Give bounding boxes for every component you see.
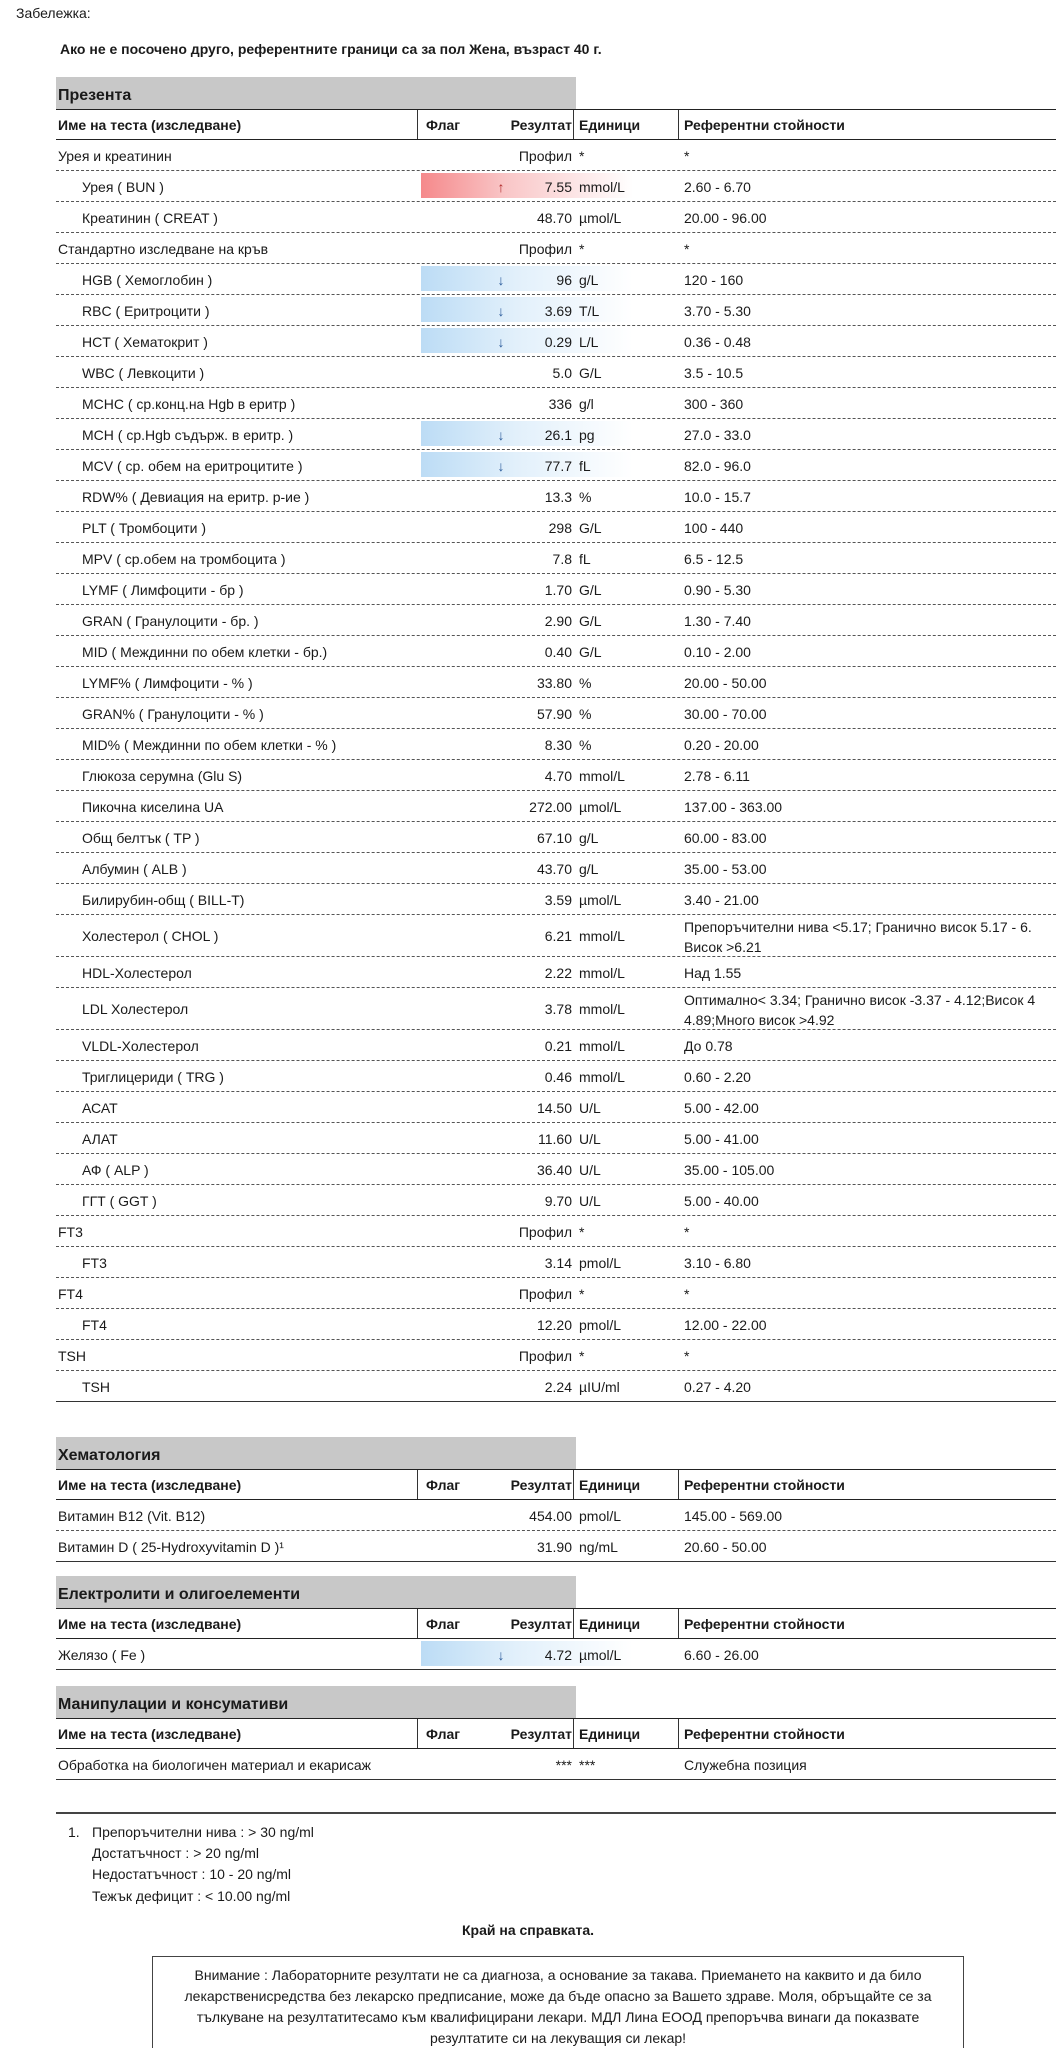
- table-row: [56, 202, 1056, 233]
- test-result: 298: [548, 520, 572, 536]
- test-result: 67.10: [536, 830, 572, 846]
- test-units: g/L: [579, 272, 599, 288]
- table-row: [56, 729, 1056, 760]
- footnote-number: 1.: [68, 1824, 80, 1840]
- test-units: g/l: [579, 396, 594, 412]
- test-name: Холестерол ( CHOL ): [82, 928, 219, 944]
- test-result: 2.24: [544, 1379, 572, 1395]
- test-reference: 20.00 - 96.00: [684, 210, 767, 226]
- test-name: Стандартно изследване на кръв: [58, 241, 269, 257]
- test-result: 26.1: [544, 427, 572, 443]
- test-result: 7.8: [552, 551, 572, 567]
- table-row: [56, 512, 1056, 543]
- test-name: Креатинин ( CREAT ): [82, 210, 218, 226]
- table-row: [56, 140, 1056, 171]
- end-of-report-label: Край на справката.: [461, 1922, 595, 1938]
- test-name: VLDL-Холестерол: [82, 1038, 199, 1054]
- test-result: 0.29: [544, 334, 572, 350]
- table-row: [56, 450, 1056, 481]
- test-units: *: [579, 241, 585, 257]
- test-units: ng/mL: [579, 1539, 618, 1555]
- test-result: Профил: [518, 148, 572, 164]
- column-header-units: Единици: [579, 1616, 641, 1632]
- table-row: [56, 853, 1056, 884]
- test-units: *: [579, 1286, 585, 1302]
- table-header: [56, 1608, 1056, 1639]
- test-result: 33.80: [536, 675, 572, 691]
- test-units: µmol/L: [579, 892, 622, 908]
- test-reference: 0.36 - 0.48: [684, 334, 751, 350]
- test-units: ***: [579, 1757, 596, 1773]
- test-reference: 82.0 - 96.0: [684, 458, 751, 474]
- table-row: [56, 295, 1056, 326]
- test-name: MID% ( Междинни по обем клетки - % ): [82, 737, 337, 753]
- table-row: [56, 1092, 1056, 1123]
- test-name: FT3: [58, 1224, 83, 1240]
- table-header: [56, 1469, 1056, 1500]
- arrow-down-icon: ↓: [497, 458, 505, 474]
- test-reference: 3.40 - 21.00: [684, 892, 759, 908]
- column-header-flag: Флаг: [426, 117, 461, 133]
- column-header-name: Име на теста (изследване): [58, 1616, 242, 1632]
- test-result: 12.20: [536, 1317, 572, 1333]
- test-units: G/L: [579, 582, 602, 598]
- test-reference: *: [684, 241, 690, 257]
- test-reference: 20.00 - 50.00: [684, 675, 767, 691]
- arrow-down-icon: ↓: [497, 1647, 505, 1663]
- test-units: U/L: [579, 1193, 601, 1209]
- column-header-units: Единици: [579, 117, 641, 133]
- table-row: [56, 1531, 1056, 1562]
- test-units: G/L: [579, 520, 602, 536]
- table-row: [56, 1639, 1056, 1670]
- table-row: [56, 760, 1056, 791]
- table-header: [56, 1718, 1056, 1749]
- test-reference: До 0.78: [684, 1038, 733, 1054]
- column-separator: [573, 1719, 574, 1748]
- footnote-line: Недостатъчност : 10 - 20 ng/ml: [92, 1866, 292, 1882]
- test-result: 11.60: [538, 1131, 572, 1147]
- column-header-result: Резултат: [510, 1616, 572, 1632]
- table-row: [56, 543, 1056, 574]
- column-header-name: Име на теста (изследване): [58, 1477, 242, 1493]
- test-units: fL: [579, 458, 591, 474]
- test-reference: Препоръчителни нива <5.17; Гранично висок 5.17 - 6.: [684, 919, 1032, 935]
- test-name: TSH: [58, 1348, 86, 1364]
- test-units: G/L: [579, 365, 602, 381]
- test-units: µmol/L: [579, 210, 622, 226]
- test-units: pmol/L: [579, 1255, 622, 1271]
- test-reference: 0.27 - 4.20: [684, 1379, 751, 1395]
- test-result: 0.46: [544, 1069, 572, 1085]
- test-units: g/L: [579, 861, 599, 877]
- test-reference: 60.00 - 83.00: [684, 830, 767, 846]
- test-result: 48.70: [536, 210, 572, 226]
- test-name: HCT ( Хематокрит ): [82, 334, 208, 350]
- table-row: [56, 605, 1056, 636]
- column-separator: [417, 1470, 418, 1499]
- table-row: [56, 667, 1056, 698]
- test-units: mmol/L: [579, 928, 625, 944]
- test-result: ***: [555, 1757, 572, 1773]
- column-separator: [417, 1609, 418, 1638]
- test-result: 1.70: [544, 582, 572, 598]
- test-result: 96: [556, 272, 572, 288]
- table-row: [56, 1123, 1056, 1154]
- test-name: RBC ( Еритроцити ): [82, 303, 210, 319]
- table-row: [56, 481, 1056, 512]
- test-name: Общ белтък ( TP ): [82, 830, 200, 846]
- test-reference: 120 - 160: [684, 272, 744, 288]
- test-units: mmol/L: [579, 1069, 625, 1085]
- table-row: [56, 1500, 1056, 1531]
- test-result: 57.90: [536, 706, 572, 722]
- test-reference: *: [684, 148, 690, 164]
- test-reference: 2.60 - 6.70: [684, 179, 751, 195]
- arrow-down-icon: ↓: [497, 303, 505, 319]
- table-row: [56, 1278, 1056, 1309]
- test-reference: *: [684, 1348, 690, 1364]
- test-units: mmol/L: [579, 965, 625, 981]
- test-name: Витамин B12 (Vit. B12): [58, 1508, 206, 1524]
- column-separator: [417, 110, 418, 139]
- test-result: 0.40: [544, 644, 572, 660]
- footnote-line: Достатъчност : > 20 ng/ml: [92, 1845, 259, 1861]
- test-name: Глюкоза серумна (Glu S): [82, 768, 243, 784]
- table-row: [56, 1030, 1056, 1061]
- test-reference: 35.00 - 53.00: [684, 861, 767, 877]
- column-header-units: Единици: [579, 1477, 641, 1493]
- test-result: 77.7: [544, 458, 572, 474]
- test-units: µmol/L: [579, 799, 622, 815]
- test-name: MCHC ( ср.конц.на Hgb в еритр ): [82, 396, 296, 412]
- note-label: Забележка:: [16, 5, 91, 21]
- table-row: [56, 1247, 1056, 1278]
- table-row: [56, 1371, 1056, 1402]
- column-separator: [573, 110, 574, 139]
- test-name: WBC ( Левкоцити ): [82, 365, 205, 381]
- test-reference: 5.00 - 42.00: [684, 1100, 759, 1116]
- footnote-line: Препоръчителни нива : > 30 ng/ml: [92, 1824, 314, 1840]
- test-units: mmol/L: [579, 768, 625, 784]
- column-header-name: Име на теста (изследване): [58, 117, 242, 133]
- test-name: GRAN ( Гранулоцити - бр. ): [82, 613, 259, 629]
- test-reference: 0.20 - 20.00: [684, 737, 759, 753]
- test-reference: *: [684, 1224, 690, 1240]
- table-header: [56, 109, 1056, 140]
- column-header-result: Резултат: [510, 117, 572, 133]
- test-name: Триглицериди ( TRG ): [82, 1069, 224, 1085]
- test-result: 36.40: [536, 1162, 572, 1178]
- test-result: 4.70: [544, 768, 572, 784]
- test-reference: Над 1.55: [684, 965, 742, 981]
- table-row: [56, 791, 1056, 822]
- test-name: Албумин ( ALB ): [82, 861, 187, 877]
- column-header-flag: Флаг: [426, 1477, 461, 1493]
- table-row: [56, 822, 1056, 853]
- column-separator: [573, 1609, 574, 1638]
- test-reference: *: [684, 1286, 690, 1302]
- test-units: mmol/L: [579, 179, 625, 195]
- footnote-line: Тежък дефицит : < 10.00 ng/ml: [92, 1888, 291, 1904]
- test-reference: 0.90 - 5.30: [684, 582, 751, 598]
- table-row: [56, 988, 1056, 1030]
- test-units: G/L: [579, 644, 602, 660]
- test-reference: 0.60 - 2.20: [684, 1069, 751, 1085]
- flag-cell: [421, 452, 633, 477]
- test-units: fL: [579, 551, 591, 567]
- test-result: Профил: [518, 1348, 572, 1364]
- test-units: U/L: [579, 1131, 601, 1147]
- test-result: 0.21: [544, 1038, 572, 1054]
- test-result: 43.70: [536, 861, 572, 877]
- column-header-reference: Референтни стойности: [684, 1726, 845, 1742]
- flag-cell: [421, 266, 633, 291]
- test-name: MPV ( ср.обем на тромбоцита ): [82, 551, 286, 567]
- test-result: 5.0: [552, 365, 572, 381]
- test-name: АСАТ: [82, 1100, 118, 1116]
- test-reference: 12.00 - 22.00: [684, 1317, 767, 1333]
- test-reference-continued: 4.89;Много висок >4.92: [684, 1012, 835, 1028]
- test-units: *: [579, 148, 585, 164]
- table-row: [56, 326, 1056, 357]
- table-row: [56, 264, 1056, 295]
- test-result: 3.14: [544, 1255, 572, 1271]
- test-result: 4.72: [544, 1647, 572, 1663]
- test-name: FT3: [82, 1255, 107, 1271]
- test-reference: 27.0 - 33.0: [684, 427, 751, 443]
- test-units: L/L: [579, 334, 599, 350]
- test-name: MCV ( ср. обем на еритроцитите ): [82, 458, 303, 474]
- test-result: 7.55: [544, 179, 572, 195]
- test-result: 6.21: [544, 928, 572, 944]
- test-units: mmol/L: [579, 1001, 625, 1017]
- test-name: Желязо ( Fe ): [58, 1647, 146, 1663]
- test-reference: 100 - 440: [684, 520, 744, 536]
- test-name: MID ( Междинни по обем клетки - бр.): [82, 644, 328, 660]
- table-row: [56, 698, 1056, 729]
- column-header-result: Резултат: [510, 1726, 572, 1742]
- arrow-down-icon: ↓: [497, 334, 505, 350]
- disclaimer-box: Внимание : Лабораторните резултати не са диагноза, а основание за такава. Приемането на каквито и да било лекарственисредства без лекарско предписание, може да бъде опасно за Вашето здраве. Моля, обръщайте се за тълкуване на резултатитесамо към квалифицирани лекари. МДЛ Лина ЕООД препоръчва винаги да показвате резултатите си на лекуващия си лекар!: [152, 1956, 964, 2048]
- column-header-flag: Флаг: [426, 1726, 461, 1742]
- test-name: GRAN% ( Гранулоцити - % ): [82, 706, 264, 722]
- test-result: 3.78: [544, 1001, 572, 1017]
- table-row: [56, 171, 1056, 202]
- test-units: G/L: [579, 613, 602, 629]
- test-result: 272.00: [529, 799, 572, 815]
- test-units: pmol/L: [579, 1508, 622, 1524]
- test-reference: 2.78 - 6.11: [684, 768, 750, 784]
- test-units: T/L: [579, 303, 600, 319]
- test-name: Билирубин-общ ( BILL-T): [82, 892, 245, 908]
- test-name: АЛАТ: [82, 1131, 118, 1147]
- test-reference: 10.0 - 15.7: [684, 489, 751, 505]
- table-row: [56, 357, 1056, 388]
- test-result: 336: [548, 396, 572, 412]
- column-header-reference: Референтни стойности: [684, 117, 845, 133]
- table-row: [56, 1749, 1056, 1780]
- table-row: [56, 419, 1056, 450]
- test-result: Профил: [518, 1286, 572, 1302]
- test-reference: 20.60 - 50.00: [684, 1539, 767, 1555]
- test-reference: 6.60 - 26.00: [684, 1647, 759, 1663]
- test-name: RDW% ( Девиация на еритр. р-ие ): [82, 489, 310, 505]
- test-reference-continued: Висок >6.21: [684, 939, 762, 955]
- test-name: LDL Холестерол: [82, 1001, 189, 1017]
- test-reference: 3.70 - 5.30: [684, 303, 751, 319]
- test-units: pg: [579, 427, 595, 443]
- test-units: µmol/L: [579, 1647, 622, 1663]
- test-units: pmol/L: [579, 1317, 622, 1333]
- table-row: [56, 915, 1056, 957]
- footnote-divider: [56, 1812, 1056, 1814]
- test-name: HGB ( Хемоглобин ): [82, 272, 213, 288]
- column-header-flag: Флаг: [426, 1616, 461, 1632]
- test-reference: 137.00 - 363.00: [684, 799, 783, 815]
- table-row: [56, 1185, 1056, 1216]
- test-units: g/L: [579, 830, 599, 846]
- test-result: 8.30: [544, 737, 572, 753]
- test-name: ГГТ ( GGT ): [82, 1193, 157, 1209]
- test-name: LYMF ( Лимфоцити - бр ): [82, 582, 244, 598]
- test-name: АФ ( ALP ): [82, 1162, 149, 1178]
- test-units: mmol/L: [579, 1038, 625, 1054]
- test-name: Обработка на биологичен материал и екарисаж: [58, 1757, 372, 1773]
- test-result: 14.50: [536, 1100, 572, 1116]
- test-reference: 300 - 360: [684, 396, 744, 412]
- test-result: 31.90: [536, 1539, 572, 1555]
- table-row: [56, 636, 1056, 667]
- test-result: 13.3: [544, 489, 572, 505]
- test-reference: Оптимално< 3.34; Гранично висок -3.37 - 4.12;Висок 4: [684, 992, 1036, 1008]
- table-row: [56, 1154, 1056, 1185]
- arrow-down-icon: ↓: [497, 272, 505, 288]
- test-name: MCH ( ср.Hgb съдърж. в еритр. ): [82, 427, 294, 443]
- section-title: Манипулации и консумативи: [56, 1686, 576, 1718]
- test-name: Урея ( BUN ): [82, 179, 164, 195]
- test-units: U/L: [579, 1162, 601, 1178]
- test-name: PLT ( Тромбоцити ): [82, 520, 207, 536]
- reference-note: Ако не е посочено друго, референтните граници са за пол Жена, възраст 40 г.: [60, 41, 602, 57]
- test-name: Витамин D ( 25-Hydroxyvitamin D )¹: [58, 1539, 284, 1555]
- section-title: Хематология: [56, 1437, 576, 1469]
- table-row: [56, 388, 1056, 419]
- test-units: %: [579, 737, 592, 753]
- table-row: [56, 957, 1056, 988]
- test-units: %: [579, 706, 592, 722]
- column-header-reference: Референтни стойности: [684, 1616, 845, 1632]
- column-separator: [573, 1470, 574, 1499]
- test-units: %: [579, 675, 592, 691]
- test-units: U/L: [579, 1100, 601, 1116]
- table-row: [56, 1340, 1056, 1371]
- test-result: 3.69: [544, 303, 572, 319]
- column-separator: [678, 110, 679, 139]
- arrow-down-icon: ↓: [497, 427, 505, 443]
- test-result: Профил: [518, 1224, 572, 1240]
- flag-cell: [421, 328, 633, 353]
- test-reference: 6.5 - 12.5: [684, 551, 744, 567]
- test-reference: 1.30 - 7.40: [684, 613, 751, 629]
- test-name: FT4: [82, 1317, 107, 1333]
- test-name: HDL-Холестерол: [82, 965, 192, 981]
- flag-cell: [421, 297, 633, 322]
- column-header-reference: Референтни стойности: [684, 1477, 845, 1493]
- test-reference: 3.10 - 6.80: [684, 1255, 751, 1271]
- table-row: [56, 1216, 1056, 1247]
- table-row: [56, 574, 1056, 605]
- column-separator: [678, 1719, 679, 1748]
- table-row: [56, 233, 1056, 264]
- test-name: FT4: [58, 1286, 83, 1302]
- test-reference: 30.00 - 70.00: [684, 706, 767, 722]
- test-reference: 5.00 - 40.00: [684, 1193, 759, 1209]
- table-row: [56, 884, 1056, 915]
- column-header-name: Име на теста (изследване): [58, 1726, 242, 1742]
- test-units: %: [579, 489, 592, 505]
- test-result: Профил: [518, 241, 572, 257]
- test-reference: 35.00 - 105.00: [684, 1162, 775, 1178]
- test-reference: 3.5 - 10.5: [684, 365, 744, 381]
- test-result: 9.70: [544, 1193, 572, 1209]
- test-units: *: [579, 1224, 585, 1240]
- test-reference: 145.00 - 569.00: [684, 1508, 783, 1524]
- column-separator: [678, 1609, 679, 1638]
- test-reference: 5.00 - 41.00: [684, 1131, 759, 1147]
- arrow-up-icon: ↑: [497, 179, 505, 195]
- table-row: [56, 1309, 1056, 1340]
- test-name: LYMF% ( Лимфоцити - % ): [82, 675, 253, 691]
- column-separator: [678, 1470, 679, 1499]
- column-header-units: Единици: [579, 1726, 641, 1742]
- test-result: 454.00: [529, 1508, 572, 1524]
- column-separator: [417, 1719, 418, 1748]
- test-name: TSH: [82, 1379, 110, 1395]
- section-title: Презента: [56, 77, 576, 109]
- test-name: Пикочна киселина UA: [82, 799, 224, 815]
- test-units: *: [579, 1348, 585, 1364]
- test-units: µIU/ml: [579, 1379, 620, 1395]
- test-reference: 0.10 - 2.00: [684, 644, 751, 660]
- test-result: 3.59: [544, 892, 572, 908]
- test-reference: Служебна позиция: [684, 1757, 807, 1773]
- table-row: [56, 1061, 1056, 1092]
- test-result: 2.90: [544, 613, 572, 629]
- flag-cell: [421, 421, 633, 446]
- test-name: Урея и креатинин: [58, 148, 172, 164]
- column-header-result: Резултат: [510, 1477, 572, 1493]
- test-result: 2.22: [544, 965, 572, 981]
- section-title: Електролити и олигоелементи: [56, 1576, 576, 1608]
